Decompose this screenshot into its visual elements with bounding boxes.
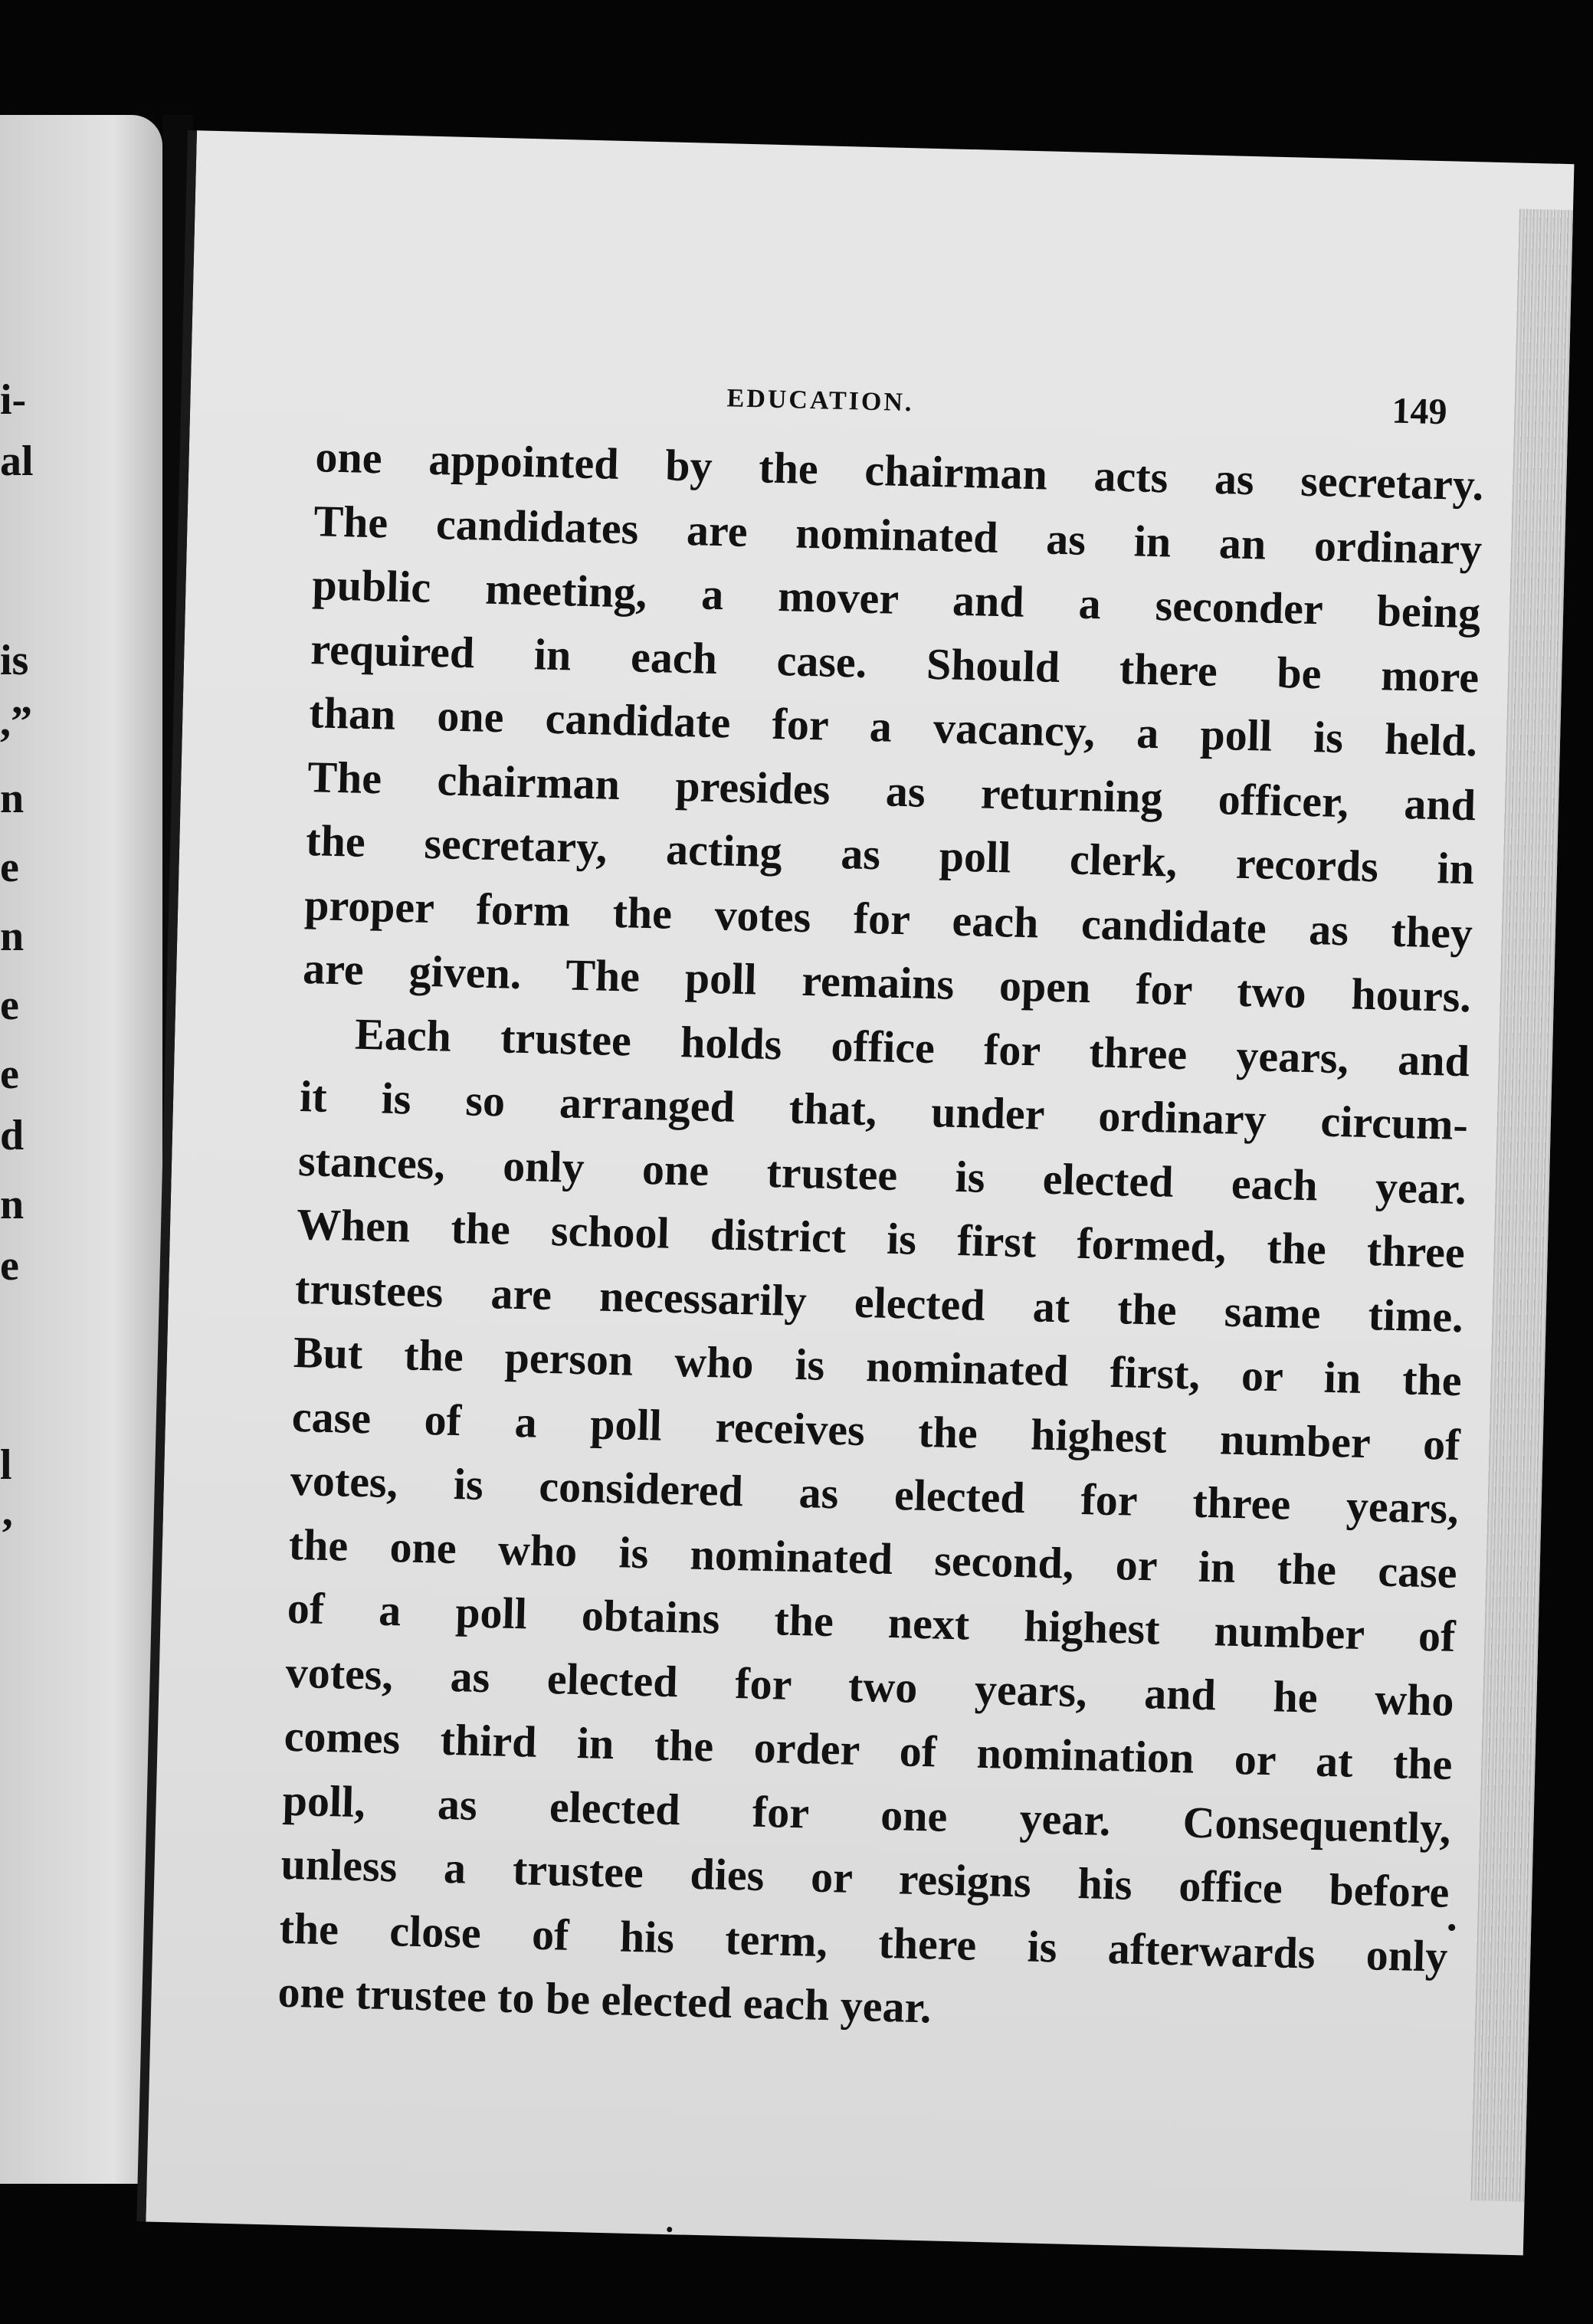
text-line: votes, is considered as elected for three years, <box>290 1454 1460 1534</box>
left-fragment: d <box>0 1112 25 1159</box>
text-line: unless a trustee dies or resigns his office before <box>280 1838 1450 1917</box>
left-page-fragment <box>0 115 162 2184</box>
text-line: proper form the votes for each candidate as they <box>303 879 1473 958</box>
text-line: case of a poll receives the highest number of <box>291 1391 1461 1470</box>
left-fragment: ’ <box>0 1510 15 1558</box>
text-line: one appointed by the chairman acts as secretary. <box>314 431 1484 510</box>
book-page <box>136 130 1574 2255</box>
ink-speck <box>667 2227 672 2232</box>
left-fragment: l <box>0 1441 12 1489</box>
text-line: are given. The poll remains open for two hours. <box>302 943 1472 1022</box>
ink-speck <box>1448 1924 1455 1931</box>
text-line: than one candidate for a vacancy, a poll is held. <box>308 687 1478 766</box>
left-fragment: i- <box>0 376 27 424</box>
running-head-title: EDUCATION. <box>726 384 914 418</box>
text-line: Each trustee holds office for three years, and <box>354 1008 1470 1086</box>
text-line: required in each case. Should there be more <box>310 623 1480 702</box>
text-line: The candidates are nominated as in an ordinary <box>313 495 1483 574</box>
left-fragment: ,” <box>0 698 32 746</box>
text-line: poll, as elected for one year. Consequently, <box>282 1775 1452 1854</box>
text-line: it is so arranged that, under ordinary circum- <box>299 1070 1469 1150</box>
text-line: stances, only one trustee is elected each year. <box>297 1135 1467 1214</box>
text-line: votes, as elected for two years, and he who <box>285 1647 1455 1726</box>
text-line: comes third in the order of nomination or at the <box>284 1710 1454 1789</box>
left-fragment: is <box>0 637 29 684</box>
left-fragment: e <box>0 844 19 891</box>
left-fragment: n <box>0 913 25 960</box>
paragraph-1 <box>302 424 1484 1029</box>
text-line: of a poll obtains the next highest number of <box>287 1582 1457 1661</box>
running-head <box>190 360 1493 434</box>
text-line: the one who is nominated second, or in the case <box>288 1519 1458 1598</box>
left-fragment: e <box>0 982 19 1029</box>
left-fragment: n <box>0 775 25 822</box>
text-line: The chairman presides as returning officer, and <box>306 751 1477 830</box>
left-fragment: n <box>0 1181 25 1228</box>
left-fragment: e <box>0 1242 19 1290</box>
text-line: the close of his term, there is afterwards only <box>278 1903 1449 1981</box>
text-line: one trustee to be elected each year. <box>277 1966 933 2033</box>
paragraph-2 <box>277 1000 1470 2052</box>
left-fragment: e <box>0 1051 19 1098</box>
left-page-text-fragments <box>0 115 162 2184</box>
left-fragment: al <box>0 438 34 485</box>
text-line: But the person who is nominated first, or in the <box>293 1326 1463 1406</box>
page-edge-stack <box>1470 208 1573 2201</box>
text-line: public meeting, a mover and a seconder being <box>311 559 1481 638</box>
page-number: 149 <box>1391 390 1448 433</box>
text-line: trustees are necessarily elected at the same time. <box>294 1263 1464 1342</box>
text-line: When the school district is first formed, the three <box>296 1198 1466 1278</box>
text-line: the secretary, acting as poll clerk, records in <box>305 815 1475 894</box>
body-text <box>277 424 1485 2052</box>
